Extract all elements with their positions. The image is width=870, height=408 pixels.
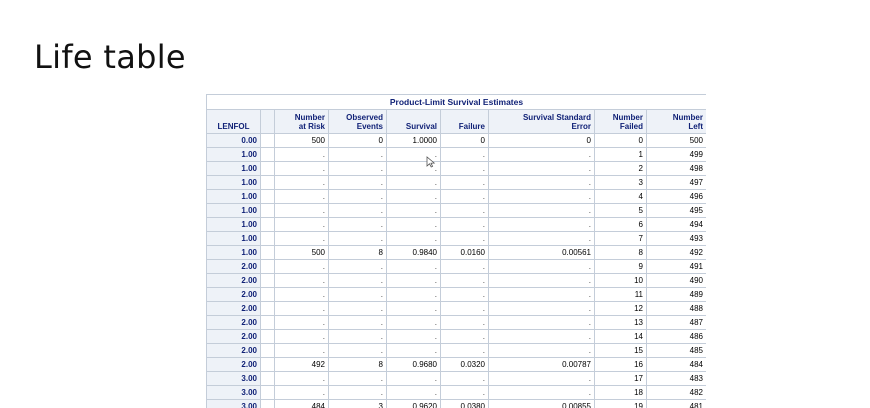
cell-failure: . bbox=[441, 344, 489, 358]
cell-survival-standard-error: 0.00561 bbox=[489, 246, 595, 260]
cell-survival: . bbox=[387, 162, 441, 176]
cell-number-at-risk: . bbox=[275, 260, 329, 274]
cell-survival: . bbox=[387, 148, 441, 162]
header-failure: Failure bbox=[441, 110, 489, 134]
slide-title: Life table bbox=[34, 38, 186, 76]
cell-spacer bbox=[261, 218, 275, 232]
cell-number-at-risk: . bbox=[275, 190, 329, 204]
survival-estimates-table bbox=[206, 94, 706, 408]
cell-failure: . bbox=[441, 148, 489, 162]
cell-number-left: 495 bbox=[647, 204, 707, 218]
cell-lenfol: 2.00 bbox=[207, 288, 261, 302]
cell-spacer bbox=[261, 316, 275, 330]
header-lenfol: LENFOL bbox=[207, 110, 261, 134]
table-row bbox=[207, 316, 707, 330]
cell-observed-events: . bbox=[329, 344, 387, 358]
cell-survival-standard-error: . bbox=[489, 302, 595, 316]
cell-failure: . bbox=[441, 162, 489, 176]
cell-spacer bbox=[261, 400, 275, 408]
cell-survival: . bbox=[387, 218, 441, 232]
cell-number-left: 481 bbox=[647, 400, 707, 408]
cell-spacer bbox=[261, 246, 275, 260]
cell-survival: 0.9620 bbox=[387, 400, 441, 408]
table-container bbox=[206, 94, 706, 408]
cell-survival-standard-error: . bbox=[489, 330, 595, 344]
cell-survival: 0.9680 bbox=[387, 358, 441, 372]
cell-spacer bbox=[261, 372, 275, 386]
cell-survival: . bbox=[387, 302, 441, 316]
cell-survival: . bbox=[387, 190, 441, 204]
cell-survival: . bbox=[387, 274, 441, 288]
cell-lenfol: 1.00 bbox=[207, 190, 261, 204]
cell-number-at-risk: 492 bbox=[275, 358, 329, 372]
cell-number-left: 484 bbox=[647, 358, 707, 372]
cell-lenfol: 1.00 bbox=[207, 218, 261, 232]
cell-lenfol: 1.00 bbox=[207, 176, 261, 190]
table-row bbox=[207, 176, 707, 190]
cell-number-at-risk: . bbox=[275, 372, 329, 386]
cell-number-failed: 6 bbox=[595, 218, 647, 232]
cell-lenfol: 2.00 bbox=[207, 260, 261, 274]
cell-survival-standard-error: . bbox=[489, 372, 595, 386]
cell-number-failed: 3 bbox=[595, 176, 647, 190]
cell-number-left: 500 bbox=[647, 134, 707, 148]
cell-spacer bbox=[261, 204, 275, 218]
cell-number-left: 490 bbox=[647, 274, 707, 288]
cell-lenfol: 2.00 bbox=[207, 316, 261, 330]
cell-spacer bbox=[261, 330, 275, 344]
table-row bbox=[207, 386, 707, 400]
cell-observed-events: . bbox=[329, 372, 387, 386]
cell-observed-events: . bbox=[329, 330, 387, 344]
cell-number-failed: 12 bbox=[595, 302, 647, 316]
cell-failure: . bbox=[441, 204, 489, 218]
cell-failure: . bbox=[441, 386, 489, 400]
cell-survival-standard-error: 0.00787 bbox=[489, 358, 595, 372]
header-spacer bbox=[261, 110, 275, 134]
cell-number-left: 489 bbox=[647, 288, 707, 302]
cell-spacer bbox=[261, 162, 275, 176]
cell-spacer bbox=[261, 148, 275, 162]
cell-survival: . bbox=[387, 386, 441, 400]
cell-spacer bbox=[261, 302, 275, 316]
table-row bbox=[207, 246, 707, 260]
cell-survival-standard-error: . bbox=[489, 260, 595, 274]
cell-spacer bbox=[261, 190, 275, 204]
table-row bbox=[207, 204, 707, 218]
cell-number-left: 485 bbox=[647, 344, 707, 358]
cell-observed-events: . bbox=[329, 218, 387, 232]
cell-observed-events: . bbox=[329, 260, 387, 274]
cell-spacer bbox=[261, 260, 275, 274]
cell-number-left: 499 bbox=[647, 148, 707, 162]
cell-number-failed: 15 bbox=[595, 344, 647, 358]
cell-observed-events: 8 bbox=[329, 246, 387, 260]
cell-number-at-risk: . bbox=[275, 316, 329, 330]
cell-number-at-risk: . bbox=[275, 344, 329, 358]
cell-survival-standard-error: . bbox=[489, 316, 595, 330]
cell-number-failed: 17 bbox=[595, 372, 647, 386]
cell-failure: 0.0320 bbox=[441, 358, 489, 372]
table-row bbox=[207, 260, 707, 274]
cell-failure: . bbox=[441, 232, 489, 246]
table-row bbox=[207, 372, 707, 386]
cell-number-failed: 10 bbox=[595, 274, 647, 288]
table-row bbox=[207, 302, 707, 316]
cell-lenfol: 0.00 bbox=[207, 134, 261, 148]
cell-number-failed: 7 bbox=[595, 232, 647, 246]
cell-survival: . bbox=[387, 204, 441, 218]
cell-number-failed: 8 bbox=[595, 246, 647, 260]
table-row bbox=[207, 218, 707, 232]
table-row bbox=[207, 134, 707, 148]
header-survival: Survival bbox=[387, 110, 441, 134]
cell-spacer bbox=[261, 176, 275, 190]
cell-survival-standard-error: . bbox=[489, 148, 595, 162]
cell-spacer bbox=[261, 134, 275, 148]
cell-survival-standard-error: 0 bbox=[489, 134, 595, 148]
cell-number-left: 487 bbox=[647, 316, 707, 330]
cell-failure: . bbox=[441, 218, 489, 232]
cell-survival: . bbox=[387, 372, 441, 386]
cell-survival-standard-error: 0.00855 bbox=[489, 400, 595, 408]
cell-observed-events: . bbox=[329, 190, 387, 204]
cell-number-left: 493 bbox=[647, 232, 707, 246]
cell-observed-events: . bbox=[329, 176, 387, 190]
cell-failure: 0.0160 bbox=[441, 246, 489, 260]
cell-survival-standard-error: . bbox=[489, 386, 595, 400]
cell-lenfol: 3.00 bbox=[207, 386, 261, 400]
table-row bbox=[207, 274, 707, 288]
cell-lenfol: 3.00 bbox=[207, 372, 261, 386]
cell-survival: . bbox=[387, 176, 441, 190]
cell-survival: . bbox=[387, 330, 441, 344]
cell-failure: . bbox=[441, 274, 489, 288]
cell-number-at-risk: . bbox=[275, 288, 329, 302]
cell-number-failed: 9 bbox=[595, 260, 647, 274]
cell-number-at-risk: . bbox=[275, 274, 329, 288]
cell-observed-events: . bbox=[329, 302, 387, 316]
cell-number-left: 486 bbox=[647, 330, 707, 344]
cell-number-failed: 0 bbox=[595, 134, 647, 148]
cell-observed-events: . bbox=[329, 204, 387, 218]
cell-lenfol: 2.00 bbox=[207, 274, 261, 288]
cell-failure: . bbox=[441, 330, 489, 344]
table-row bbox=[207, 162, 707, 176]
cell-survival-standard-error: . bbox=[489, 274, 595, 288]
cell-number-failed: 5 bbox=[595, 204, 647, 218]
cell-number-failed: 19 bbox=[595, 400, 647, 408]
cell-survival: . bbox=[387, 260, 441, 274]
cell-number-left: 494 bbox=[647, 218, 707, 232]
table-row bbox=[207, 288, 707, 302]
cell-survival: . bbox=[387, 288, 441, 302]
cell-failure: 0.0380 bbox=[441, 400, 489, 408]
cell-number-at-risk: . bbox=[275, 148, 329, 162]
table-header-row bbox=[207, 110, 707, 134]
cell-failure: . bbox=[441, 372, 489, 386]
cell-failure: . bbox=[441, 190, 489, 204]
cell-survival: . bbox=[387, 344, 441, 358]
cell-number-failed: 16 bbox=[595, 358, 647, 372]
cell-observed-events: . bbox=[329, 288, 387, 302]
cell-number-left: 483 bbox=[647, 372, 707, 386]
cell-number-at-risk: . bbox=[275, 176, 329, 190]
table-row bbox=[207, 232, 707, 246]
cell-number-at-risk: . bbox=[275, 232, 329, 246]
cell-lenfol: 1.00 bbox=[207, 162, 261, 176]
cell-survival: 0.9840 bbox=[387, 246, 441, 260]
cell-observed-events: 0 bbox=[329, 134, 387, 148]
cell-number-left: 491 bbox=[647, 260, 707, 274]
cell-observed-events: 8 bbox=[329, 358, 387, 372]
table-body bbox=[207, 134, 707, 408]
cell-lenfol: 3.00 bbox=[207, 400, 261, 408]
cell-number-failed: 11 bbox=[595, 288, 647, 302]
cell-spacer bbox=[261, 386, 275, 400]
cell-observed-events: 3 bbox=[329, 400, 387, 408]
cell-number-at-risk: . bbox=[275, 218, 329, 232]
cell-number-failed: 4 bbox=[595, 190, 647, 204]
cell-number-left: 482 bbox=[647, 386, 707, 400]
cell-survival: 1.0000 bbox=[387, 134, 441, 148]
cell-survival-standard-error: . bbox=[489, 176, 595, 190]
cell-spacer bbox=[261, 232, 275, 246]
header-number-left: Number Left bbox=[647, 110, 707, 134]
cell-survival: . bbox=[387, 316, 441, 330]
cell-lenfol: 1.00 bbox=[207, 148, 261, 162]
cell-spacer bbox=[261, 274, 275, 288]
cell-number-left: 497 bbox=[647, 176, 707, 190]
cell-number-left: 496 bbox=[647, 190, 707, 204]
cell-number-failed: 2 bbox=[595, 162, 647, 176]
cell-number-at-risk: . bbox=[275, 330, 329, 344]
header-observed-events: Observed Events bbox=[329, 110, 387, 134]
cell-failure: . bbox=[441, 288, 489, 302]
table-row bbox=[207, 344, 707, 358]
cell-number-failed: 1 bbox=[595, 148, 647, 162]
cell-failure: . bbox=[441, 302, 489, 316]
header-number-failed: Number Failed bbox=[595, 110, 647, 134]
cell-number-at-risk: . bbox=[275, 302, 329, 316]
cell-observed-events: . bbox=[329, 232, 387, 246]
table-row bbox=[207, 190, 707, 204]
cell-number-at-risk: 500 bbox=[275, 246, 329, 260]
cell-number-failed: 13 bbox=[595, 316, 647, 330]
cell-failure: . bbox=[441, 316, 489, 330]
cell-observed-events: . bbox=[329, 274, 387, 288]
header-number-at-risk: Number at Risk bbox=[275, 110, 329, 134]
table-row bbox=[207, 400, 707, 408]
cell-number-failed: 14 bbox=[595, 330, 647, 344]
cell-lenfol: 1.00 bbox=[207, 232, 261, 246]
cell-observed-events: . bbox=[329, 162, 387, 176]
cell-number-left: 498 bbox=[647, 162, 707, 176]
cell-number-at-risk: . bbox=[275, 386, 329, 400]
cell-lenfol: 2.00 bbox=[207, 344, 261, 358]
cell-failure: 0 bbox=[441, 134, 489, 148]
cell-spacer bbox=[261, 344, 275, 358]
cell-spacer bbox=[261, 288, 275, 302]
cell-failure: . bbox=[441, 260, 489, 274]
table-row bbox=[207, 330, 707, 344]
cell-observed-events: . bbox=[329, 386, 387, 400]
cell-survival-standard-error: . bbox=[489, 288, 595, 302]
cell-lenfol: 2.00 bbox=[207, 302, 261, 316]
header-survival-standard-error: Survival Standard Error bbox=[489, 110, 595, 134]
cell-lenfol: 2.00 bbox=[207, 330, 261, 344]
cell-number-at-risk: . bbox=[275, 204, 329, 218]
cell-survival-standard-error: . bbox=[489, 190, 595, 204]
cell-survival-standard-error: . bbox=[489, 218, 595, 232]
cell-survival-standard-error: . bbox=[489, 232, 595, 246]
cell-number-at-risk: 484 bbox=[275, 400, 329, 408]
cell-survival-standard-error: . bbox=[489, 344, 595, 358]
cell-survival-standard-error: . bbox=[489, 162, 595, 176]
cell-survival: . bbox=[387, 232, 441, 246]
cell-number-at-risk: . bbox=[275, 162, 329, 176]
cell-failure: . bbox=[441, 176, 489, 190]
cell-number-at-risk: 500 bbox=[275, 134, 329, 148]
table-row bbox=[207, 358, 707, 372]
table-row bbox=[207, 148, 707, 162]
cell-observed-events: . bbox=[329, 148, 387, 162]
cell-lenfol: 1.00 bbox=[207, 204, 261, 218]
table-caption: Product-Limit Survival Estimates bbox=[206, 94, 706, 109]
mouse-cursor-icon bbox=[426, 156, 436, 168]
cell-number-left: 492 bbox=[647, 246, 707, 260]
cell-spacer bbox=[261, 358, 275, 372]
cell-number-left: 488 bbox=[647, 302, 707, 316]
cell-lenfol: 2.00 bbox=[207, 358, 261, 372]
cell-survival-standard-error: . bbox=[489, 204, 595, 218]
cell-observed-events: . bbox=[329, 316, 387, 330]
cell-number-failed: 18 bbox=[595, 386, 647, 400]
cell-lenfol: 1.00 bbox=[207, 246, 261, 260]
